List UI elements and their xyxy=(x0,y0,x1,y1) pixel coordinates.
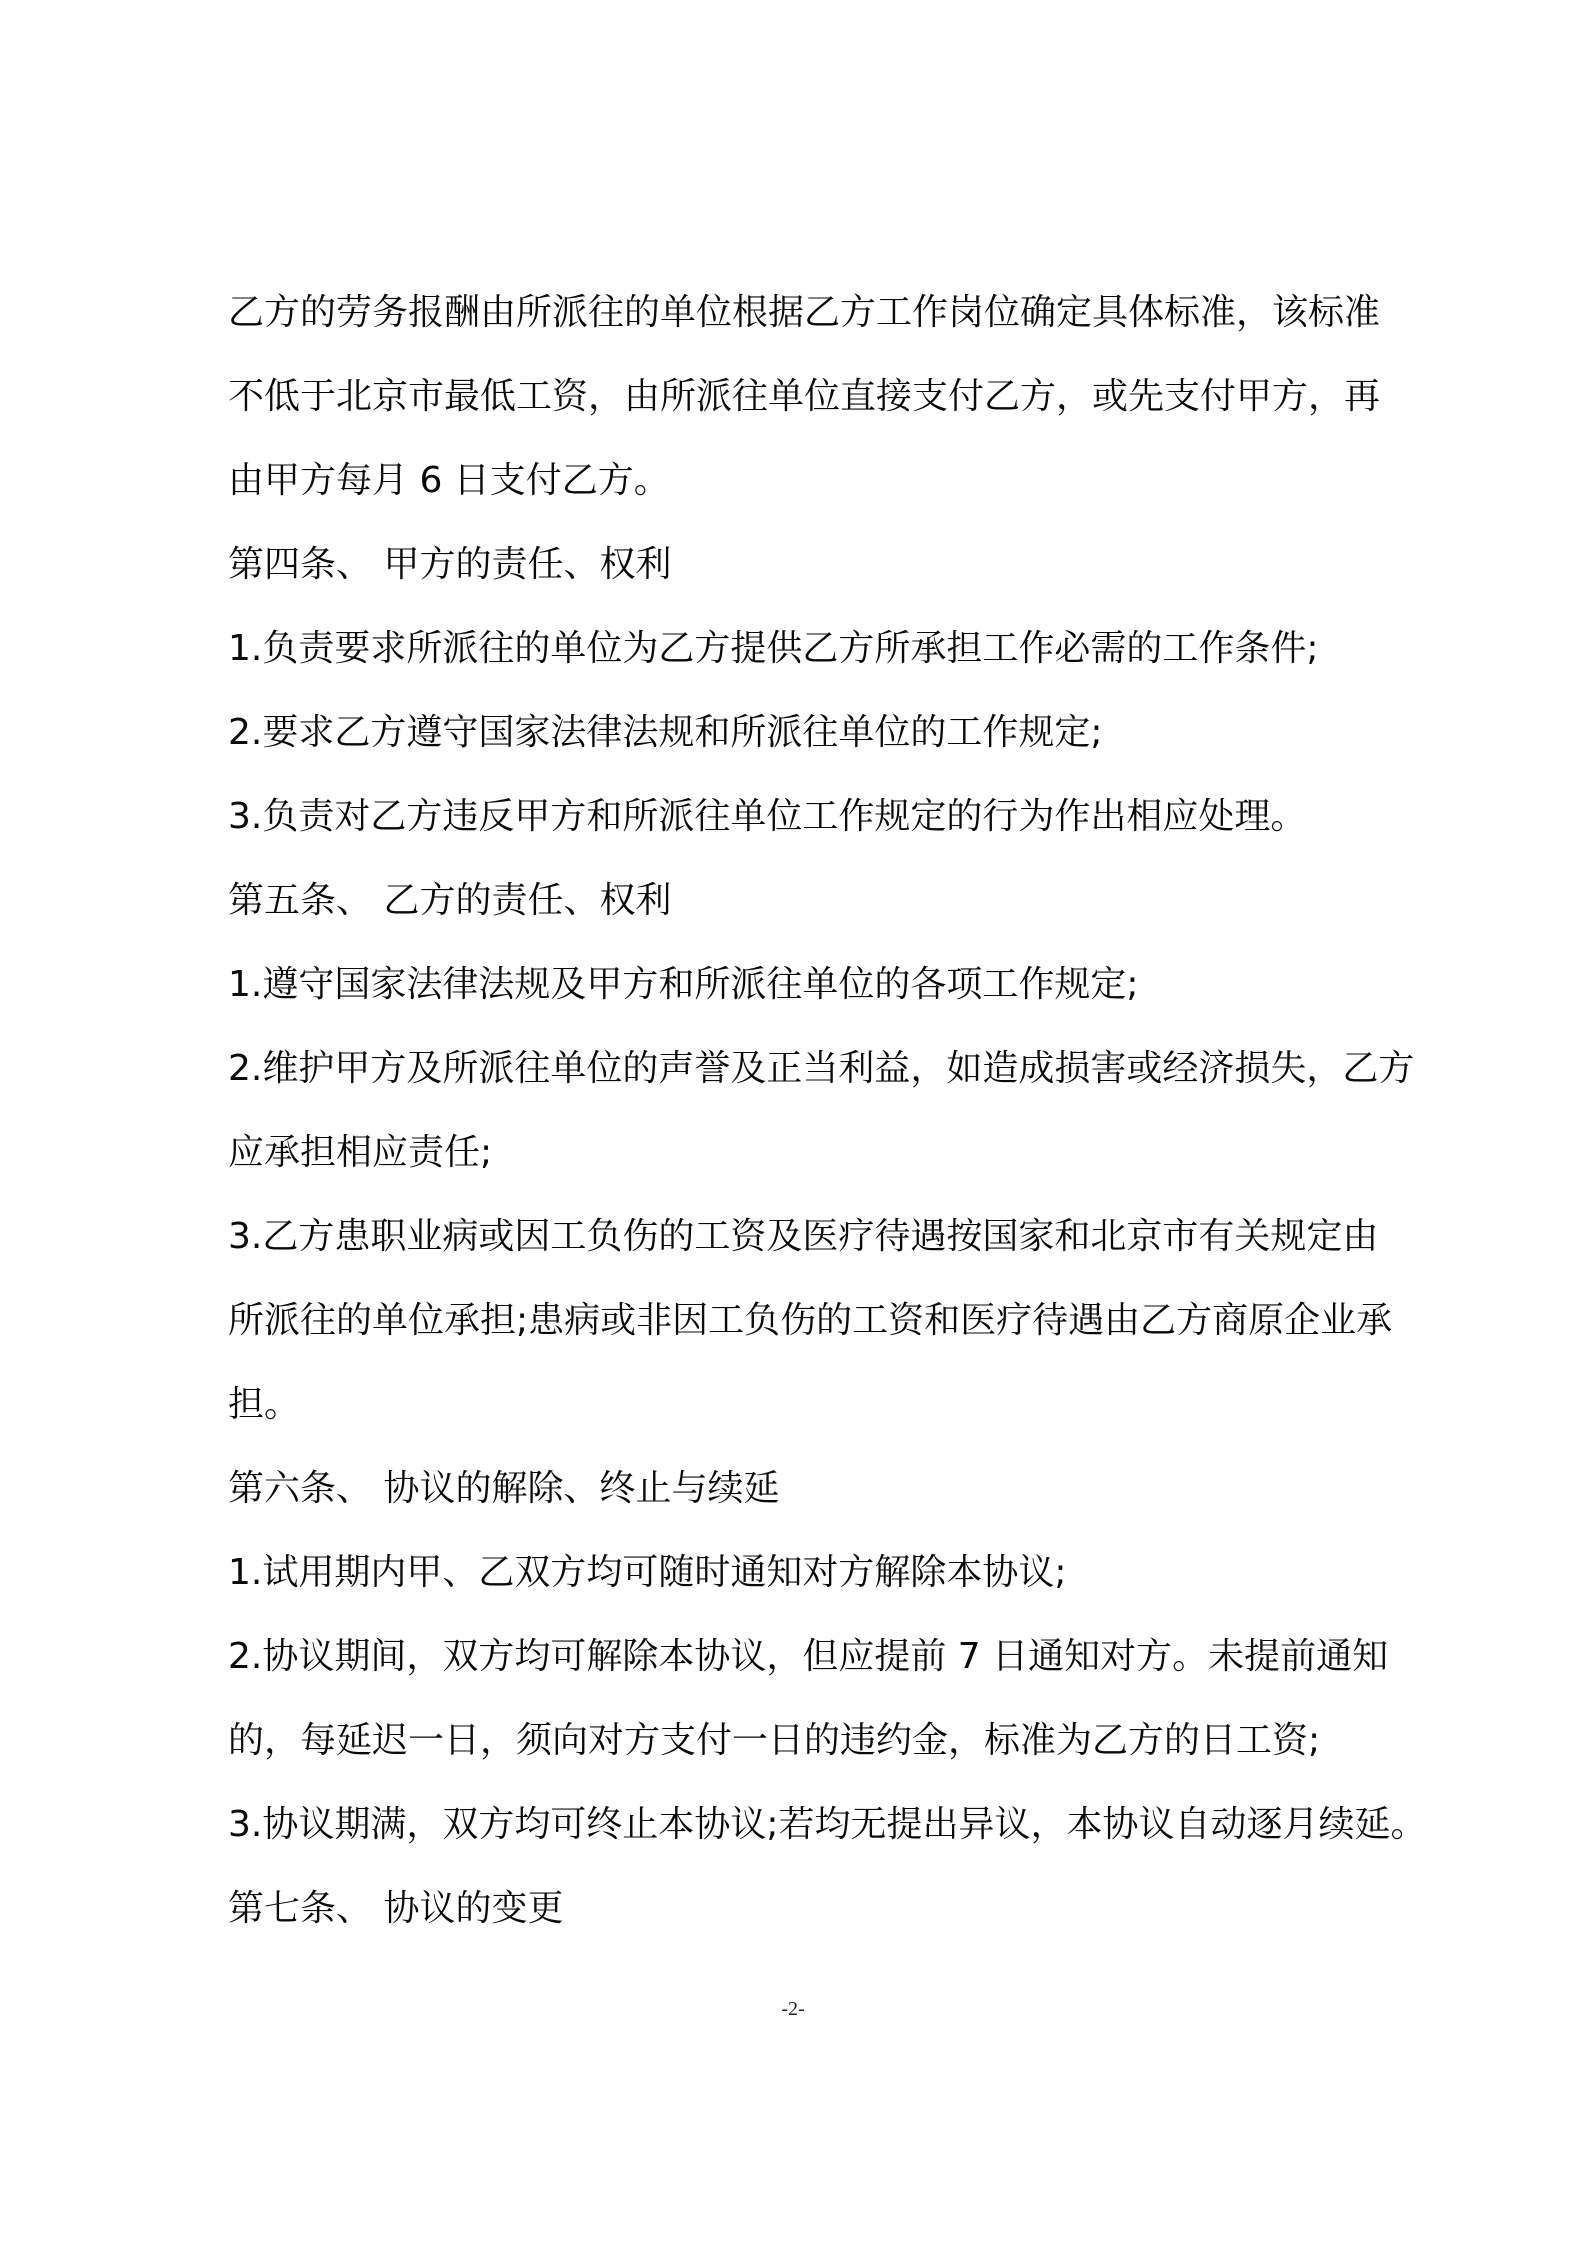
section-heading-article-4: 第四条、 甲方的责任、权利 xyxy=(228,544,672,585)
text-line-12: 3.乙方患职业病或因工负伤的工资及医疗待遇按国家和北京市有关规定由 xyxy=(228,1216,1379,1257)
text-line-6: 2.要求乙方遵守国家法律法规和所派往单位的工作规定; xyxy=(228,712,1103,753)
text-line-19: 3.协议期满，双方均可终止本协议;若均无提出异议，本协议自动逐月续延。 xyxy=(228,1804,1427,1845)
text-line-18: 的，每延迟一日，须向对方支付一日的违约金，标准为乙方的日工资; xyxy=(228,1720,1321,1761)
text-line-9: 1.遵守国家法律法规及甲方和所派往单位的各项工作规定; xyxy=(228,964,1139,1005)
text-line-2: 不低于北京市最低工资，由所派往单位直接支付乙方，或先支付甲方，再 xyxy=(228,376,1381,417)
text-line-11: 应承担相应责任; xyxy=(228,1132,493,1173)
section-heading-article-7: 第七条、 协议的变更 xyxy=(228,1888,564,1929)
text-line-10: 2.维护甲方及所派往单位的声誉及正当利益，如造成损害或经济损失，乙方 xyxy=(228,1048,1415,1089)
section-heading-article-5: 第五条、 乙方的责任、权利 xyxy=(228,880,672,921)
text-line-14: 担。 xyxy=(228,1384,301,1425)
text-line-16: 1.试用期内甲、乙双方均可随时通知对方解除本协议; xyxy=(228,1552,1067,1593)
text-line-7: 3.负责对乙方违反甲方和所派往单位工作规定的行为作出相应处理。 xyxy=(228,796,1307,837)
text-line-5: 1.负责要求所派往的单位为乙方提供乙方所承担工作必需的工作条件; xyxy=(228,628,1319,669)
text-line-13: 所派往的单位承担;患病或非因工负伤的工资和医疗待遇由乙方商原企业承 xyxy=(228,1300,1393,1341)
text-line-3: 由甲方每月 6 日支付乙方。 xyxy=(228,460,670,501)
page-number: -2- xyxy=(781,1998,805,2020)
text-line-1: 乙方的劳务报酬由所派往的单位根据乙方工作岗位确定具体标准，该标准 xyxy=(228,292,1381,333)
text-line-17: 2.协议期间，双方均可解除本协议，但应提前 7 日通知对方。未提前通知 xyxy=(228,1636,1389,1677)
section-heading-article-6: 第六条、 协议的解除、终止与续延 xyxy=(228,1468,780,1509)
